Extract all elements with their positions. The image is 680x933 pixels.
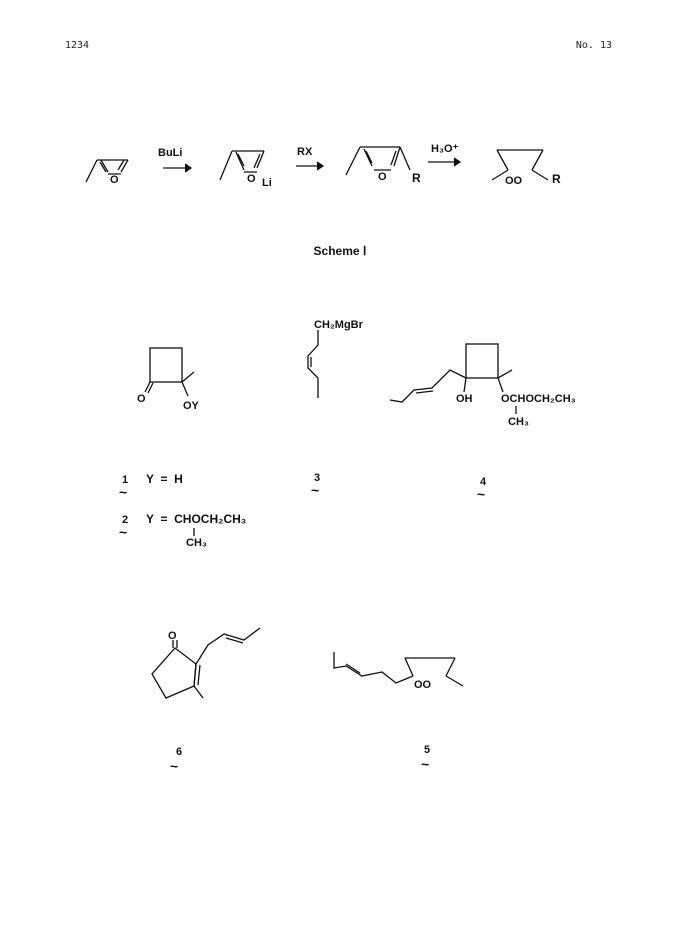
tilde-6: ~: [170, 758, 179, 774]
cyclobutanol-structure: [390, 344, 576, 428]
alkylfuran-structure: [346, 147, 421, 185]
reagent-buli: BuLi: [158, 147, 183, 159]
dicarbonyl-oxygens: OO: [505, 175, 523, 187]
compound-number-5: 5: [424, 744, 431, 756]
diketone-5-structure: [334, 652, 463, 772]
journal-issue: No. 13: [575, 40, 612, 51]
methylfuran-structure: [86, 160, 128, 186]
tilde-3: ~: [311, 482, 320, 498]
lithium-label: Li: [262, 177, 272, 189]
jasmone-carbonyl-oxygen: O: [168, 630, 177, 642]
furan-oxygen: O: [110, 174, 119, 186]
r-group: R: [412, 171, 421, 185]
reaction-arrow-1: [158, 147, 191, 172]
oy-label: OY: [183, 400, 199, 412]
diketone-structure: [492, 150, 561, 187]
ch2mgbr-label: CH₂MgBr: [314, 319, 363, 331]
reaction-arrow-2: [296, 146, 323, 170]
compound-number-2: 2: [122, 514, 129, 526]
compound-number-6: 6: [176, 746, 183, 758]
tilde-5: ~: [421, 756, 430, 772]
y-equals-ether: Y = CHOCH₂CH₃: [146, 512, 247, 526]
tilde-4: ~: [477, 486, 486, 502]
methyl-branch-2: CH₃: [186, 537, 207, 549]
page-number: 1234: [65, 40, 90, 51]
jasmone-structure: [152, 628, 260, 774]
hydroxyl-label: OH: [456, 393, 473, 405]
furan-oxygen-2: O: [247, 173, 256, 185]
compound-number-4: 4: [480, 476, 487, 488]
furan-oxygen-3: O: [378, 171, 387, 183]
scheme-caption: Scheme Ⅰ: [313, 244, 367, 258]
ether-label: OCHOCH₂CH₃: [501, 393, 576, 405]
reagent-hydronium: H₃O⁺: [431, 143, 459, 155]
methyl-branch-4: CH₃: [508, 416, 529, 428]
grignard-structure: [308, 319, 364, 398]
reagent-rx: RX: [297, 146, 313, 158]
diketone-5-oxygens: OO: [414, 679, 432, 691]
lithiofuran-structure: [220, 151, 272, 189]
y-equals-h: Y = H: [146, 472, 183, 486]
tilde-1: ~: [119, 484, 128, 500]
reaction-arrow-3: [428, 143, 460, 166]
compound-labels: [119, 472, 487, 549]
scheme-one: [86, 143, 561, 189]
tilde-2: ~: [119, 524, 128, 540]
r-group-2: R: [552, 172, 561, 186]
compound-number-3: 3: [314, 472, 321, 484]
compound-number-1: 1: [122, 474, 129, 486]
ketone-oxygen: O: [137, 393, 146, 405]
cyclobutanone-structure: [137, 348, 200, 412]
